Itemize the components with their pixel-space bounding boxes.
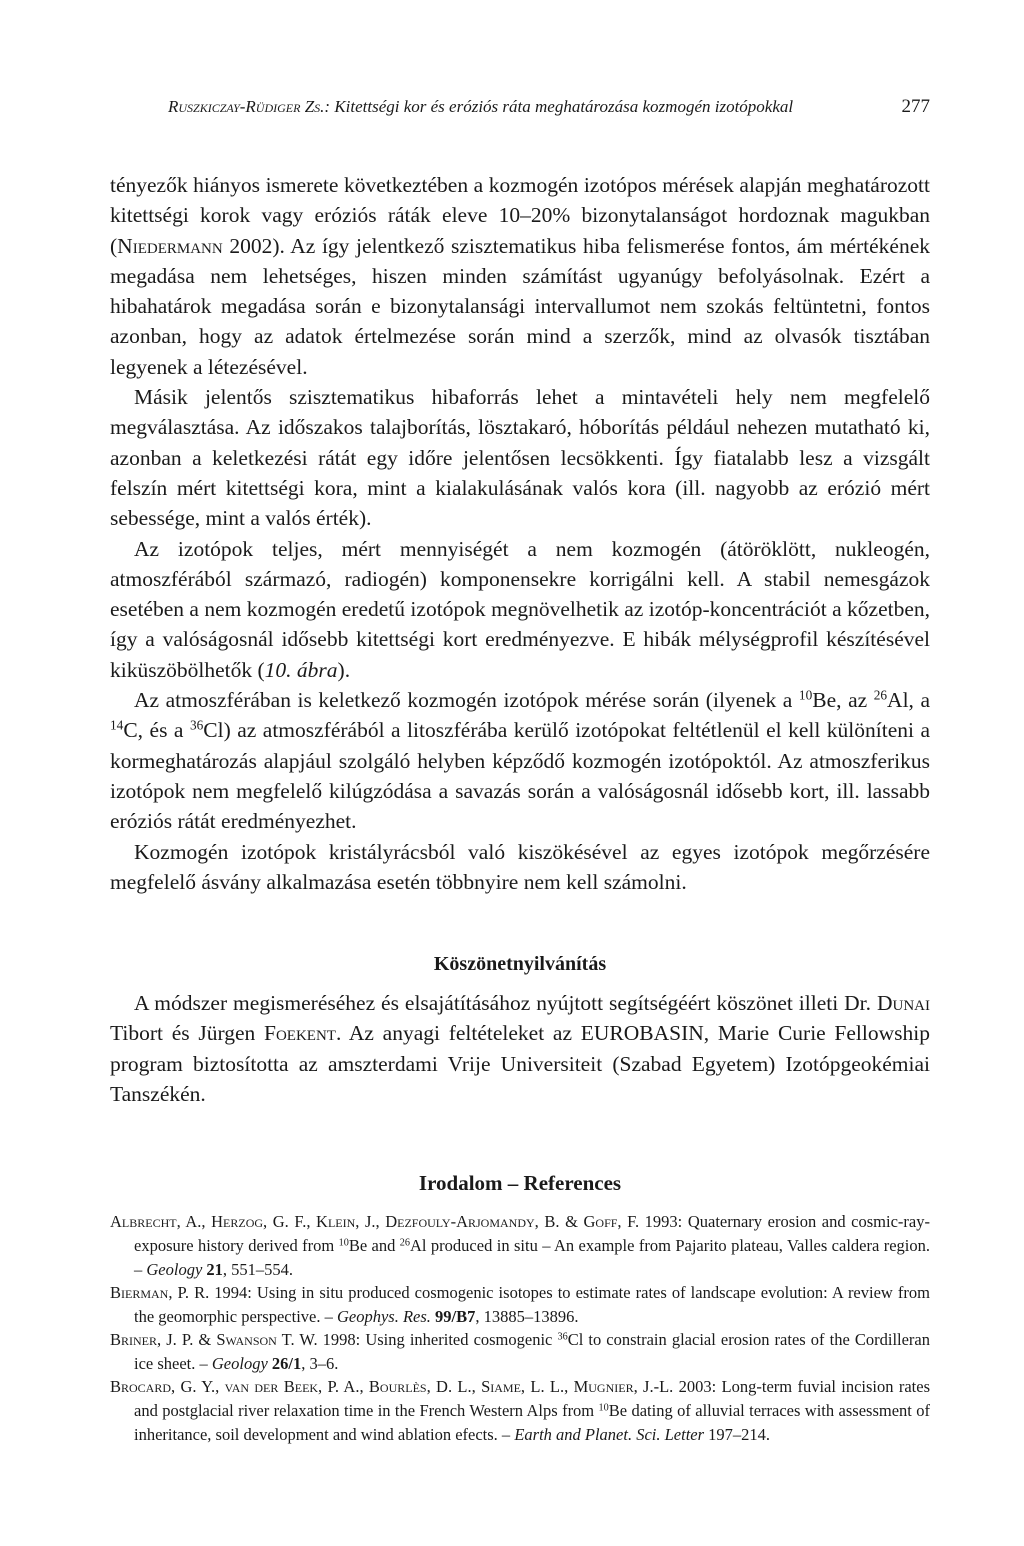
reference-item: Brocard, G. Y., van der Beek, P. A., Bourlès, D. L., Siame, L. L., Mugnier, J.-L. 2003: Long-term fuvial incision rates and postglacial river relaxation time in the French Western Alps from $^{10}$Be dating of alluvial terraces with assessment of inheritance, soil development and wind ablation efects. – Earth and Planet. Sci. Letter 197–214.: [110, 1377, 930, 1444]
page-number: 277: [901, 96, 930, 117]
paragraph-3: Az izotópok teljes, mért mennyiségét a nem kozmogén (átöröklött, nukleogén, atmoszférából származó, radiogén) komponensekre korrigálni kell. A stabil nemesgázok esetében a nem kozmogén eredetű izotópok megnövelhetik az izotóp-koncentrációt a kőzetben, így a valóságosnál idősebb kitettségi kort eredményezve. E hibák mélységprofil készítésével kiküszöbölhetők (10. ábra).: [110, 536, 930, 682]
header-article-title: Kitettségi kor és eróziós ráta meghatározása kozmogén izotópokkal: [334, 97, 794, 116]
acknowledgement-heading: Köszönetnyilvánítás: [433, 953, 607, 976]
citation-author: Niedermann: [117, 233, 223, 258]
main-text: [110, 170, 930, 897]
header-authors: Ruszkiczay-Rüdiger Zs.:: [168, 97, 331, 116]
acknowledgement-text: A módszer megismeréséhez és elsajátításához nyújtott segítségéért köszönet illeti Dr. Dunai Tibort és Jürgen Foekent. Az anyagi feltételeket az EUROBASIN, Marie Curie Fellowship program biztosította az amszterdami Vrije Universiteit (Szabad Egyetem) Izotópgeokémiai Tanszékén.: [110, 991, 930, 1107]
paragraph-4: Az atmoszférában is keletkező kozmogén izotópok mérése során (ilyenek a $^{10}$Be, az $^{26}$Al, a $^{14}$C, és a $^{36}$Cl) az atmoszférából a litoszférába kerülő izotópokat feltétlenül el kell különíteni a kormeghatározás alapjául szolgáló helyben képződő kozmogén izotópoktól. Az atmoszferikus izotópok nem megfelelő kilúgzódása a savazás során a valóságosnál idősebb kort, ill. lassabb eróziós rátát eredményezhet.: [110, 687, 931, 834]
reference-list: [110, 1210, 930, 1446]
paragraph-1: tényezők hiányos ismerete következtében a kozmogén izotópos mérések alapján meghatározott kitettségi korok vagy eróziós ráták eleve 10–20% bizonytalanságot hordoznak magukban (Niedermann 2002). Az így jelentkező szisztematikus hiba felismerése fontos, ám mértékének megadása nem lehetséges, hiszen minden számítást ugyanúgy befolyásolnak. Ezért a hibahatárok megadása során e bizonytalansági intervallumot nem szokás feltüntetni, fontos azonban, hogy az adatok értelmezése során mind a szerzők, mind az olvasók tisztában legyenek a létezésével.: [110, 173, 930, 379]
paragraph-2: Másik jelentős szisztematikus hibaforrás lehet a mintavételi hely nem megfelelő megválasztása. Az időszakos talajborítás, lösztakaró, hóborítás például nehezen mutatható ki, azonban a keletkezési rátát egy időre jelentősen lecsökkenti. Így fiatalabb lesz a vizsgált felszín mért kitettségi kora, mint a kialakulásának valós kora (ill. nagyobb az erózió mért sebessége, mint a valós érték).: [110, 385, 930, 531]
reference-item: Bierman, P. R. 1994: Using in situ produced cosmogenic isotopes to estimate rates of landscape evolution: A review from the geomorphic perspective. – Geophys. Res. 99/B7, 13885–13896.: [110, 1283, 930, 1326]
paragraph-5: Kozmogén izotópok kristályrácsból való kiszökésével az egyes izotópok megőrzésére megfelelő ásvány alkalmazása esetén többnyire nem kell számolni.: [110, 839, 930, 894]
reference-item: Albrecht, A., Herzog, G. F., Klein, J., Dezfouly-Arjomandy, B. & Goff, F. 1993: Quaternary erosion and cosmic-ray-exposure history derived from $^{10}$Be and $^{26}$Al produced in situ – An example from Pajarito plateau, Valles caldera region. – Geology 21, 551–554.: [110, 1212, 930, 1279]
page: [110, 96, 930, 1446]
running-header: [168, 96, 930, 118]
references-heading: Irodalom – References: [418, 1171, 622, 1196]
reference-item: Briner, J. P. & Swanson T. W. 1998: Using inherited cosmogenic $^{36}$Cl to constrain glacial erosion rates of the Cordilleran ice sheet. – Geology 26/1, 3–6.: [110, 1330, 931, 1373]
figure-reference: 10. ábra: [264, 657, 338, 682]
header-title: [168, 97, 793, 117]
